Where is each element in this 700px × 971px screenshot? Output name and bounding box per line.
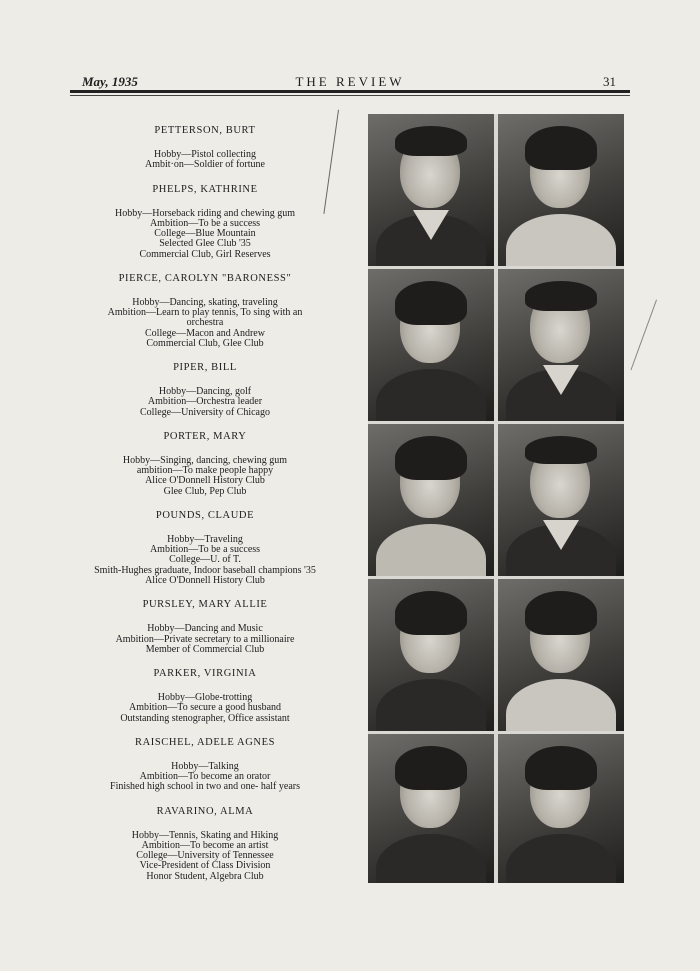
entry-line: Ambition—Learn to play tennis, To sing with an [107, 307, 303, 319]
student-name: POUNDS, CLAUDE [155, 509, 255, 521]
publication-title: THE REVIEW [295, 74, 405, 89]
entry-line: College—Blue Mountain [154, 228, 256, 240]
entry-line: Hobby—Traveling [167, 534, 243, 546]
entry-line: College—Macon and Andrew [145, 327, 265, 339]
entry-line: Ambition—Orchestra leader [147, 396, 263, 408]
entry-line: Ambition—To secure a good husband [128, 702, 282, 714]
entry-line: College—University of Tennessee [136, 850, 274, 862]
portrait-grid [368, 114, 624, 883]
entry-line: Ambition—Private secretary to a millionaire [115, 633, 295, 645]
student-name: PURSLEY, MARY ALLIE [142, 599, 268, 611]
portrait-photo [368, 424, 494, 576]
student-name: PIPER, BILL [173, 362, 237, 374]
student-entry [60, 126, 350, 171]
entry-line: Hobby—Globe-trotting [157, 692, 253, 704]
portrait-photo [498, 579, 624, 731]
portrait-photo [498, 269, 624, 421]
issue-date: May, 1935 [82, 74, 138, 89]
entry-line: Ambition—To be a success [149, 218, 261, 230]
entry-line: Ambition—To be a success [149, 544, 261, 556]
entry-line: Hobby—Singing, dancing, chewing gum [122, 455, 288, 467]
entry-line: Hobby—Dancing, golf [158, 386, 252, 398]
entry-line: College—University of Chicago [140, 406, 270, 418]
portrait-photo [368, 114, 494, 266]
pencil-mark [630, 299, 658, 371]
entry-line: Hobby—Pistol collecting [154, 149, 256, 161]
entry-line: Hobby—Dancing and Music [147, 623, 263, 635]
student-entry [60, 807, 350, 882]
header-rule-thick [70, 90, 630, 93]
student-name: PHELPS, KATHRINE [152, 183, 258, 195]
entry-line: Alice O'Donnell History Club [145, 475, 265, 487]
student-name: PIERCE, CAROLYN "BARONESS" [118, 272, 292, 284]
page-number: 31 [603, 74, 616, 89]
student-name: PORTER, MARY [163, 430, 247, 442]
entry-line: Hobby—Horseback riding and chewing gum [115, 207, 295, 219]
entry-line: Hobby—Dancing, skating, traveling [132, 297, 278, 309]
student-entry [60, 669, 350, 724]
student-entry [60, 185, 350, 260]
portrait-photo [368, 734, 494, 883]
entry-line: Ambit·on—Soldier of fortune [145, 159, 265, 171]
entry-line: Outstanding stenographer, Office assistant [120, 712, 290, 724]
page-header [70, 72, 630, 92]
student-entry [60, 600, 350, 655]
entry-line: Hobby—Tennis, Skating and Hiking [131, 829, 279, 841]
student-entry [60, 738, 350, 793]
entry-line: orchestra [186, 317, 224, 329]
portrait-photo [368, 269, 494, 421]
entry-line: ambition—To make people happy [136, 465, 274, 477]
student-entry [60, 432, 350, 497]
entry-line: Commercial Club, Girl Reserves [139, 248, 271, 260]
entry-line: Vice-President of Class Division [139, 860, 271, 872]
entry-line: Ambition—To become an artist [141, 839, 269, 851]
portrait-photo [498, 114, 624, 266]
student-entry [60, 363, 350, 418]
student-name: PETTERSON, BURT [154, 125, 256, 136]
entry-line: Ambition—To become an orator [139, 771, 271, 783]
entry-line: Smith-Hughes graduate, Indoor baseball champions '35 [94, 564, 316, 576]
student-name: RAVARINO, ALMA [156, 805, 254, 817]
student-entry [60, 274, 350, 349]
portrait-photo [368, 579, 494, 731]
entry-line: College—U. of T. [169, 554, 241, 566]
header-rule-thin [70, 95, 630, 96]
student-name: RAISCHEL, ADELE AGNES [134, 736, 276, 748]
entry-line: Honor Student, Algebra Club [146, 870, 264, 882]
portrait-photo [498, 424, 624, 576]
student-entry [60, 511, 350, 586]
entry-line: Member of Commercial Club [145, 643, 265, 655]
entry-line: Selected Glee Club '35 [159, 238, 251, 250]
portrait-photo [498, 734, 624, 883]
entry-line: Glee Club, Pep Club [163, 485, 247, 497]
student-entries [60, 126, 350, 896]
entry-line: Commercial Club, Glee Club [146, 337, 264, 349]
entry-line: Finished high school in two and one- half years [110, 781, 300, 793]
entry-line: Alice O'Donnell History Club [145, 574, 265, 586]
student-name: PARKER, VIRGINIA [153, 667, 257, 679]
entry-line: Hobby—Talking [171, 760, 239, 772]
